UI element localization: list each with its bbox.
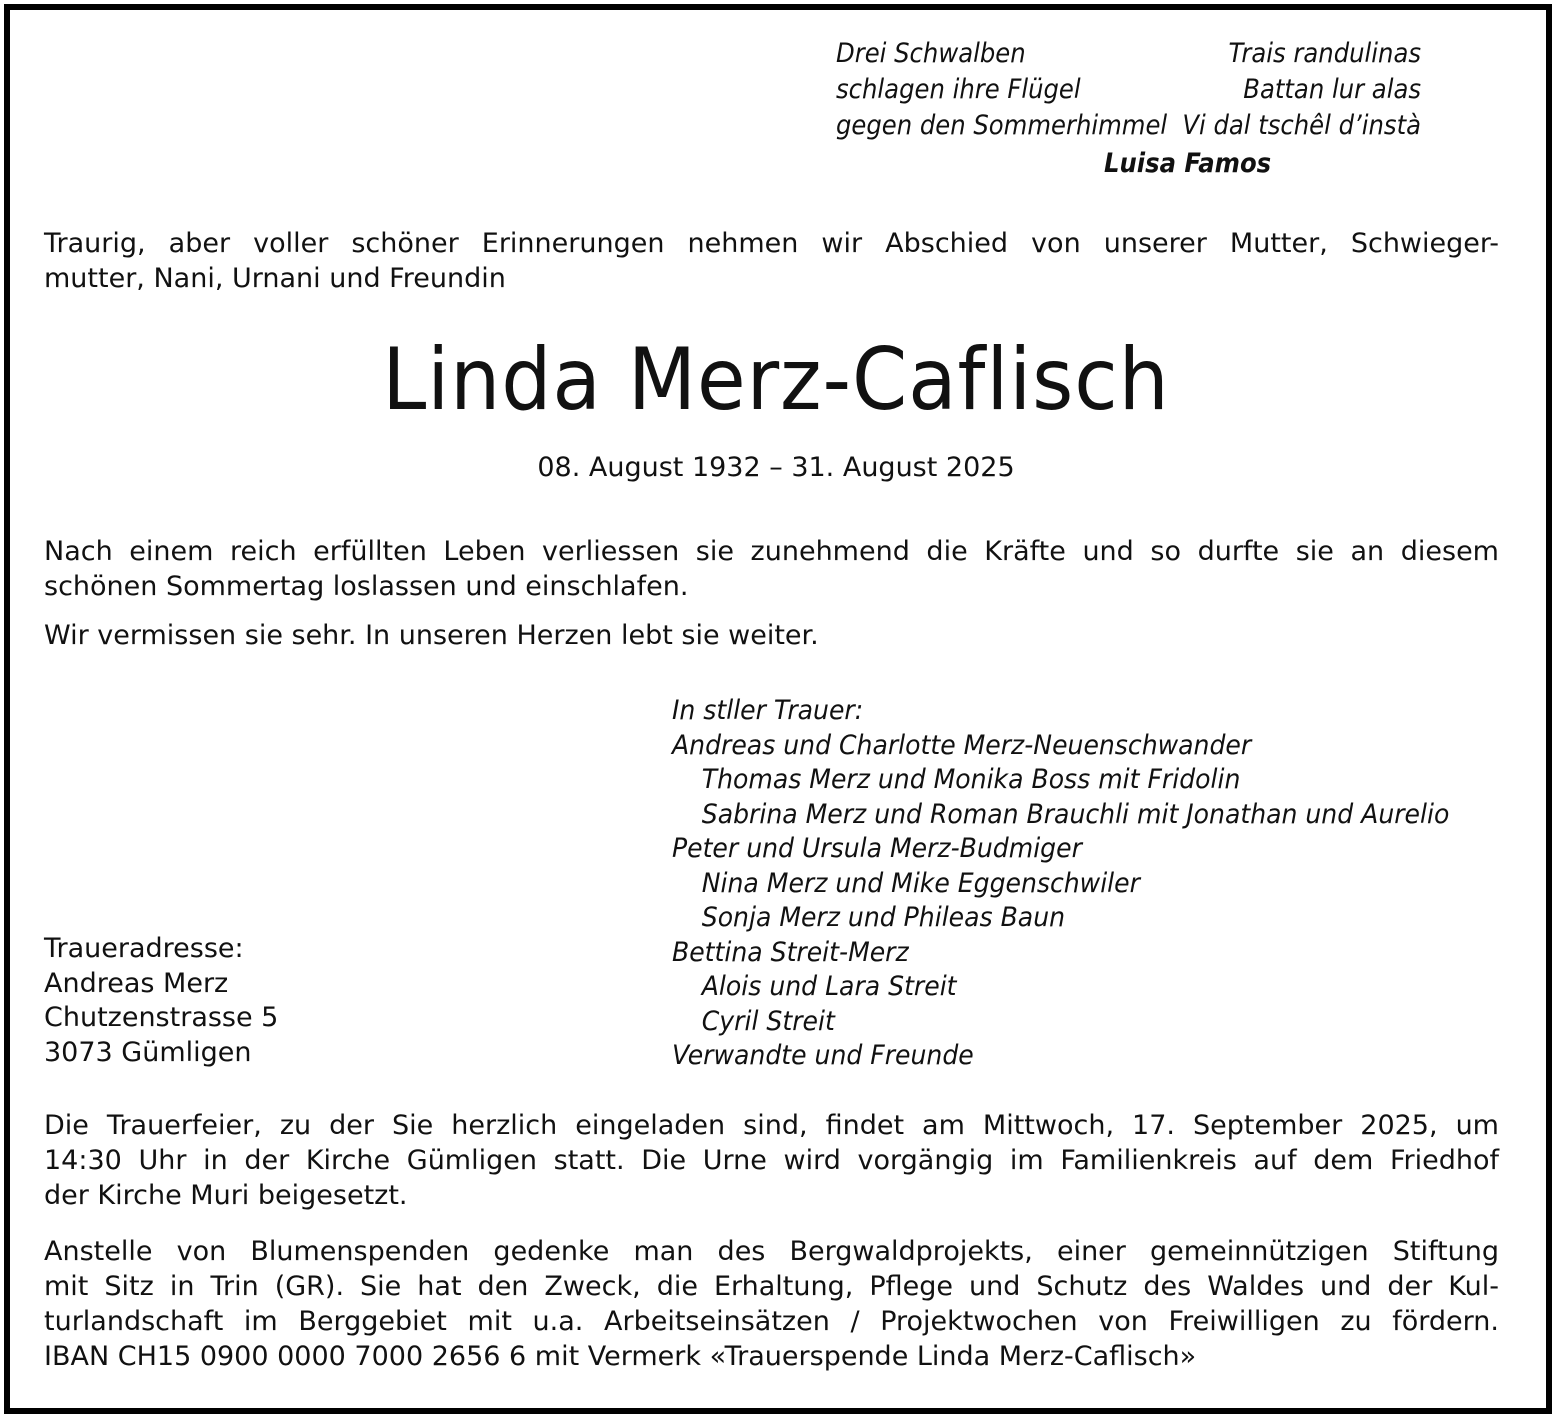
- mourner-entry: Bettina Streit-Merz: [672, 936, 909, 968]
- mourner-entry: Sabrina Merz und Roman Brauchli mit Jonathan und Aurelio: [701, 798, 1450, 830]
- message-line: Nach einem reich erfüllten Leben verliessen sie zunehmend die Kräfte und so durfte sie an diesem: [44, 536, 1499, 567]
- address-label: Traueradresse:: [44, 933, 244, 964]
- message-line: Wir vermissen sie sehr. In unseren Herzen lebt sie weiter.: [44, 620, 819, 651]
- donation-line: mit Sitz in Trin (GR). Sie hat den Zweck, die Erhaltung, Pflege und Schutz des Waldes und der Kul-: [44, 1271, 1499, 1302]
- donation-line: IBAN CH15 0900 0000 7000 2656 6 mit Vermerk «Trauerspende Linda Merz-Caflisch»: [44, 1341, 1197, 1372]
- address-name: Andreas Merz: [44, 967, 229, 999]
- mourning-address: [44, 932, 278, 1070]
- intro-text: [44, 226, 1499, 296]
- donation-line: turlandschaft im Berggebiet mit u.a. Arbeitseinsätzen / Projektwochen von Freiwilligen zu fördern.: [44, 1306, 1499, 1337]
- service-line: der Kirche Muri beigesetzt.: [44, 1180, 408, 1211]
- address-city: 3073 Gümligen: [44, 1036, 252, 1068]
- address-street: Chutzenstrasse 5: [44, 1002, 279, 1033]
- mourner-entry: Cyril Streit: [701, 1005, 835, 1037]
- service-text: [44, 1108, 1499, 1213]
- life-dates: 08. August 1932 – 31. August 2025: [537, 452, 1015, 483]
- message-text: [44, 534, 1499, 653]
- mourner-entry: Verwandte und Freunde: [672, 1040, 974, 1071]
- mourner-entry: Alois und Lara Streit: [701, 971, 957, 1002]
- intro-line: mutter, Nani, Urnani und Freundin: [44, 263, 506, 294]
- poem-line: Vi dal tschêl d’instà: [1182, 110, 1421, 141]
- poem-line: Drei Schwalben: [836, 38, 1026, 69]
- poem-german: [836, 36, 1167, 144]
- service-line: Die Trauerfeier, zu der Sie herzlich eingeladen sind, findet am Mittwoch, 17. September 2025, um: [44, 1110, 1499, 1141]
- donation-line: Anstelle von Blumenspenden gedenke man des Bergwaldprojekts, einer gemeinnützigen Stiftung: [44, 1236, 1499, 1267]
- mourner-entry: Andreas und Charlotte Merz-Neuenschwander: [672, 729, 1252, 761]
- mourners-list: [672, 694, 1450, 1074]
- service-line: 14:30 Uhr in der Kirche Gümligen statt. Die Urne wird vorgängig im Familienkreis auf dem Friedhof: [44, 1145, 1499, 1176]
- poem-line: Trais randulinas: [1228, 38, 1421, 69]
- mourner-entry: Peter und Ursula Merz-Budmiger: [672, 833, 1082, 864]
- poem-author: Luisa Famos: [1104, 148, 1272, 179]
- poem-romansh: [1182, 36, 1421, 144]
- mourner-entry: Thomas Merz und Monika Boss mit Fridolin: [701, 764, 1241, 795]
- mourners-heading: In stller Trauer:: [672, 695, 864, 726]
- poem-line: gegen den Sommerhimmel: [836, 110, 1168, 141]
- poem-line: Battan lur alas: [1243, 74, 1421, 105]
- donation-text: [44, 1234, 1499, 1374]
- mourner-entry: Sonja Merz und Phileas Baun: [701, 902, 1066, 933]
- deceased-name: Linda Merz-Caflisch: [382, 330, 1170, 430]
- intro-line: Traurig, aber voller schöner Erinnerungen nehmen wir Abschied von unserer Mutter, Schwieger-: [44, 228, 1499, 259]
- poem-line: schlagen ihre Flügel: [836, 74, 1081, 105]
- message-line: schönen Sommertag loslassen und einschlafen.: [44, 571, 689, 602]
- mourner-entry: Nina Merz und Mike Eggenschwiler: [701, 867, 1140, 899]
